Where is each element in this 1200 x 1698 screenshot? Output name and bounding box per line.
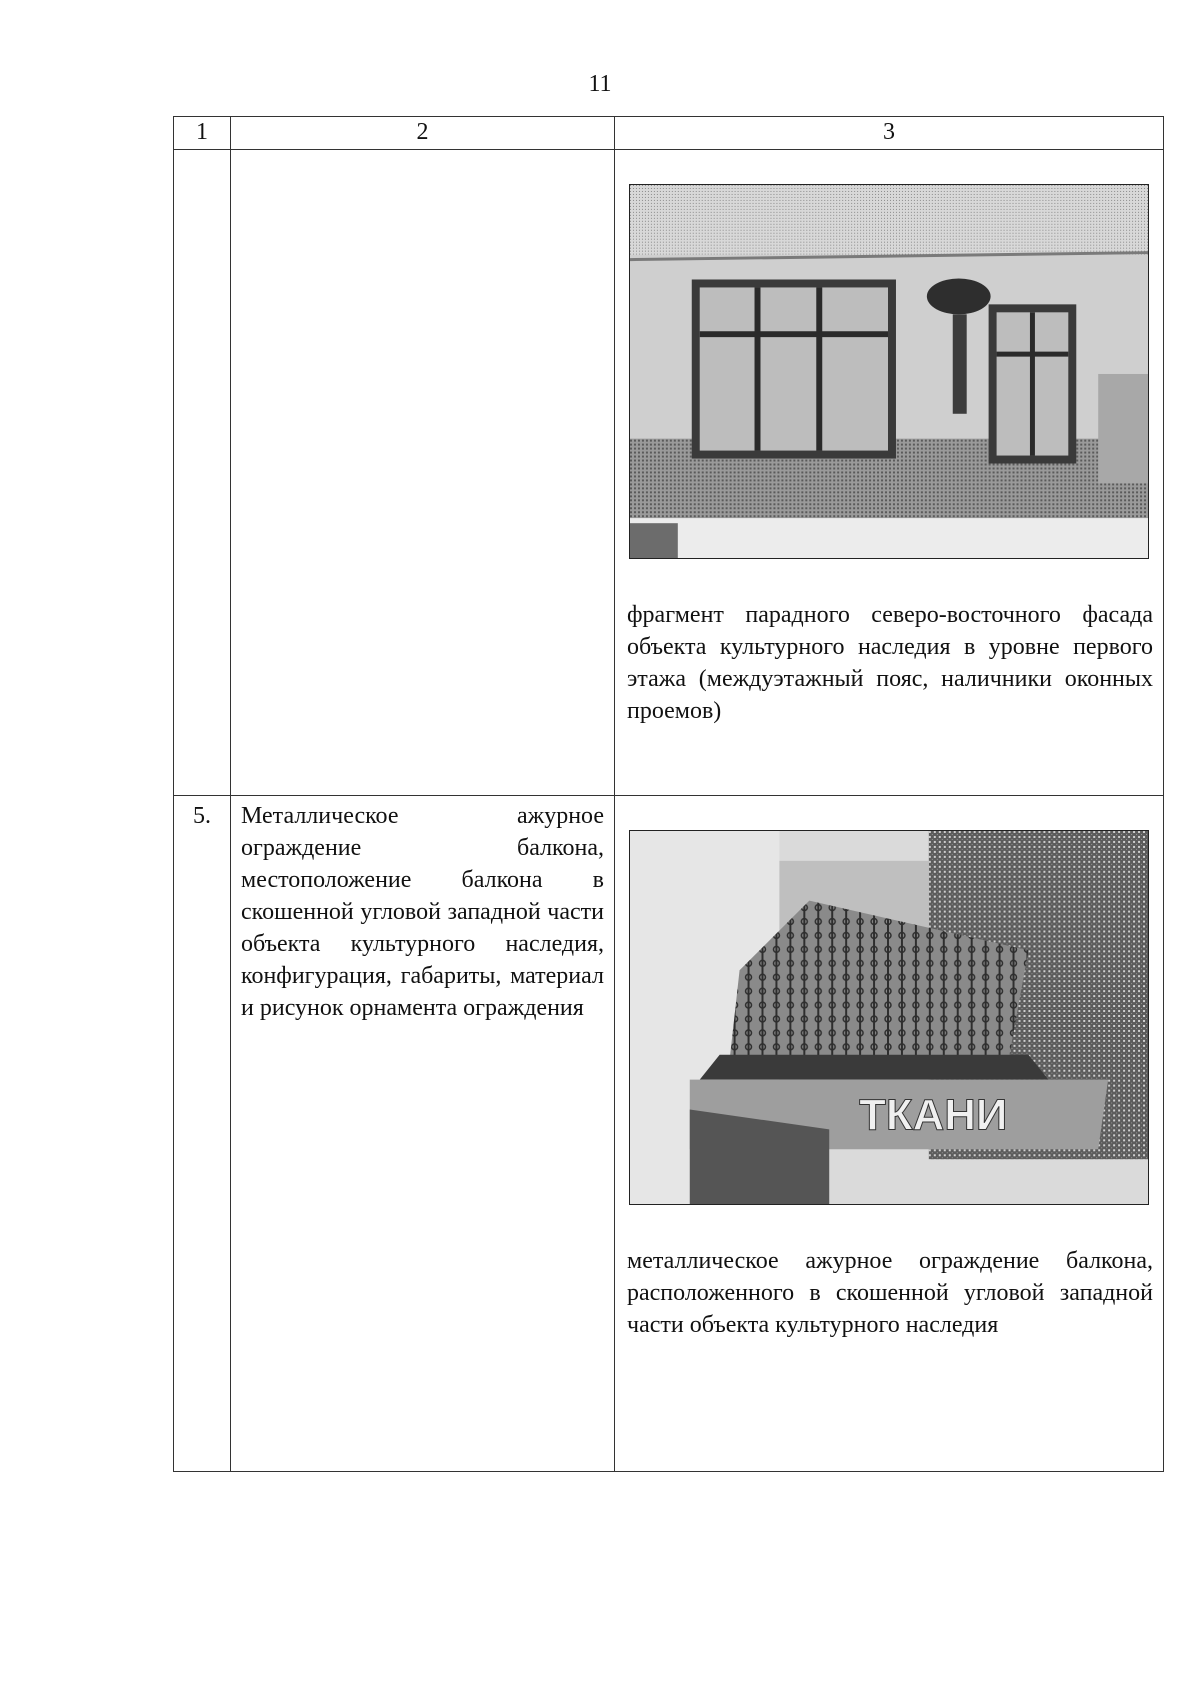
table-row <box>174 150 1164 796</box>
row-description: Металлическое ажурное ограждение балкона, местоположение балкона в скошенной угловой западной части объекта культурного наследия, конфигурация, габариты, материал и рисунок орнамента ограждения <box>231 796 615 1472</box>
row-description <box>231 150 615 796</box>
page-number: 11 <box>588 71 612 97</box>
facade-photo <box>629 184 1149 559</box>
svg-text:ТКАНИ: ТКАНИ <box>859 1090 1008 1140</box>
balcony-photo <box>629 830 1149 1205</box>
header-col-2: 2 <box>231 117 615 150</box>
row-number <box>174 150 231 796</box>
row-photo-cell <box>615 150 1164 796</box>
header-col-1: 1 <box>174 117 231 150</box>
heritage-table <box>173 116 1164 1472</box>
table-row <box>174 796 1164 1472</box>
photo-caption: металлическое ажурное ограждение балкона, расположенного в скошенной угловой западной части объекта культурного наследия <box>627 1248 1153 1338</box>
header-col-3: 3 <box>615 117 1164 150</box>
table-header-row <box>174 117 1164 150</box>
row-photo-cell <box>615 796 1164 1472</box>
row-number: 5. <box>174 796 231 1472</box>
photo-caption: фрагмент парадного северо-восточного фасада объекта культурного наследия в уровне первого этажа (междуэтажный пояс, наличники оконных проемов) <box>627 602 1153 724</box>
